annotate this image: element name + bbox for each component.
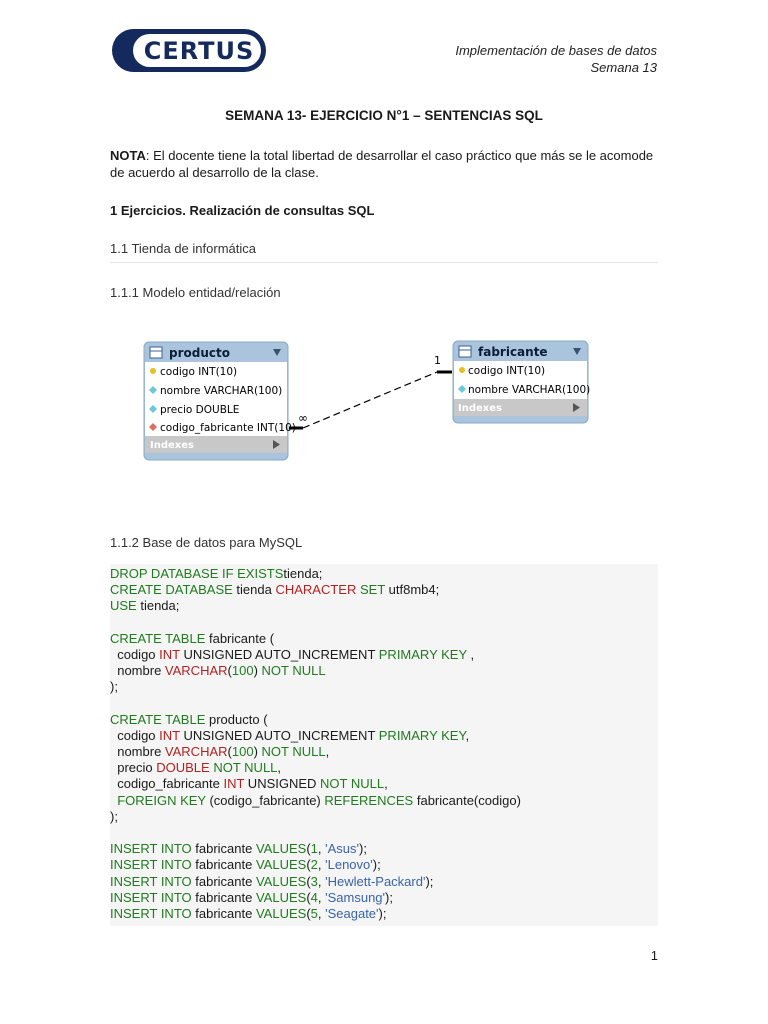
code-token: INT — [159, 646, 180, 662]
code-token: INSERT INTO — [110, 873, 192, 889]
code-line — [110, 874, 658, 890]
code-token: fabricante — [191, 889, 256, 905]
code-token: fabricante — [191, 857, 256, 873]
code-token: NOT NULL — [320, 776, 385, 792]
code-line — [110, 728, 658, 744]
code-token: VALUES — [255, 889, 307, 905]
code-token: VALUES — [255, 857, 307, 873]
code-line — [110, 744, 658, 760]
code-token: REFERENCES — [324, 792, 414, 808]
code-line — [110, 890, 658, 906]
key-icon — [459, 367, 465, 373]
code-line — [110, 663, 658, 679]
code-token: 4 — [310, 889, 318, 905]
table-producto — [144, 342, 296, 460]
code-token: 'Samsung' — [325, 889, 386, 905]
producto-title: producto — [169, 346, 230, 360]
code-line — [110, 647, 658, 663]
producto-field: codigo_fabricante INT(10) — [160, 422, 296, 434]
code-token: VALUES — [255, 905, 307, 921]
producto-indexes: Indexes — [150, 440, 194, 451]
note-text: : El docente tiene la total libertad de desarrollar el caso práctico que más se le acomode de acuerdo al desarrollo de la clase. — [110, 148, 654, 180]
code-line — [110, 712, 658, 728]
code-token: UNSIGNED AUTO_INCREMENT — [179, 727, 379, 743]
code-token: , — [317, 841, 326, 857]
code-token: ( — [227, 744, 232, 760]
note-label: NOTA — [110, 148, 146, 163]
code-token: ); — [385, 889, 393, 905]
code-token: nombre — [110, 663, 165, 679]
code-token: ( — [306, 857, 311, 873]
code-token: 3 — [310, 873, 318, 889]
code-token: , — [317, 905, 326, 921]
code-token: USE — [110, 598, 137, 614]
code-line — [110, 776, 658, 792]
code-token: (codigo_fabricante) — [205, 792, 325, 808]
code-token: CREATE TABLE — [110, 711, 206, 727]
heading-ejercicios: 1 Ejercicios. Realización de consultas SQL — [110, 203, 375, 218]
code-line — [110, 631, 658, 647]
producto-field: codigo INT(10) — [160, 366, 238, 378]
code-token: 100 — [231, 663, 254, 679]
header-course: Implementación de bases de datos — [455, 43, 657, 58]
relationship-line — [289, 354, 452, 428]
code-token: , — [325, 744, 330, 760]
code-token: 'Hewlett-Packard' — [325, 873, 426, 889]
code-token: 'Seagate' — [325, 905, 379, 921]
code-token: NOT NULL — [261, 663, 326, 679]
code-token: CREATE DATABASE — [110, 582, 233, 598]
code-token: fabricante — [191, 873, 256, 889]
code-token: , — [384, 776, 388, 792]
producto-field: precio DOUBLE — [160, 404, 240, 416]
code-token: codigo — [110, 646, 160, 662]
code-line — [110, 615, 658, 631]
code-token: ( — [306, 889, 311, 905]
code-token: PRIMARY KEY — [378, 727, 466, 743]
code-token: CHARACTER — [275, 582, 357, 598]
code-token: 1 — [310, 841, 318, 857]
code-line — [110, 696, 658, 712]
fabricante-indexes: Indexes — [458, 403, 502, 414]
code-token: ( — [227, 663, 232, 679]
code-token: 5 — [310, 905, 318, 921]
code-token: nombre — [110, 744, 165, 760]
code-token: fabricante ( — [205, 630, 275, 646]
code-token: ) — [253, 744, 262, 760]
code-token: fabricante — [191, 905, 256, 921]
code-token: UNSIGNED — [244, 776, 321, 792]
code-token: tienda; — [283, 566, 323, 581]
code-token: 'Asus' — [325, 841, 359, 857]
code-token: precio — [110, 760, 157, 776]
code-token: fabricante — [191, 841, 256, 857]
code-token: tienda; — [136, 598, 180, 614]
code-token: ); — [372, 857, 381, 873]
code-token: tienda — [232, 582, 276, 598]
code-line — [110, 566, 658, 582]
code-token: utf8mb4; — [385, 582, 440, 598]
fabricante-field: codigo INT(10) — [468, 365, 546, 377]
code-line — [110, 582, 658, 598]
code-token: VARCHAR — [164, 663, 228, 679]
code-line — [110, 857, 658, 873]
heading-tienda: 1.1 Tienda de informática — [110, 241, 256, 256]
code-token: NOT NULL — [261, 744, 326, 760]
code-token: ) — [253, 663, 262, 679]
code-token: FOREIGN KEY — [117, 792, 206, 808]
code-line — [110, 679, 658, 695]
code-line — [110, 825, 658, 841]
code-line — [110, 809, 658, 825]
code-token: producto ( — [205, 711, 268, 727]
code-token: 2 — [310, 857, 318, 873]
sql-code-block — [110, 564, 658, 926]
code-token: CREATE TABLE — [110, 630, 206, 646]
code-token: ); — [425, 873, 434, 889]
code-token: 'Lenovo' — [325, 857, 373, 873]
code-line — [110, 793, 658, 809]
code-token: ( — [306, 841, 311, 857]
code-token: INT — [159, 727, 180, 743]
logo-text: CERTUS — [143, 37, 255, 65]
code-token: VALUES — [255, 873, 307, 889]
code-token: , — [277, 760, 282, 776]
producto-field: nombre VARCHAR(100) — [160, 385, 283, 397]
heading-mysql: 1.1.2 Base de datos para MySQL — [110, 535, 303, 550]
code-token: ( — [306, 905, 311, 921]
code-token: 100 — [231, 744, 254, 760]
code-token: ); — [110, 679, 118, 695]
fabricante-title: fabricante — [478, 345, 548, 359]
code-token: UNSIGNED AUTO_INCREMENT — [179, 646, 379, 662]
code-token: , — [317, 857, 326, 873]
cardinality-many: ∞ — [298, 411, 308, 425]
code-token: , — [466, 646, 475, 662]
code-token: INSERT INTO — [110, 905, 192, 921]
code-token: INSERT INTO — [110, 857, 192, 873]
code-token: DROP DATABASE IF EXISTS — [110, 566, 284, 581]
code-token: DOUBLE — [156, 760, 210, 776]
code-token: INSERT INTO — [110, 841, 192, 857]
code-line — [110, 598, 658, 614]
code-token: , — [317, 873, 326, 889]
code-token: , — [465, 727, 470, 743]
heading-modelo: 1.1.1 Modelo entidad/relación — [110, 285, 281, 300]
page-title: SEMANA 13- EJERCICIO N°1 – SENTENCIAS SQL — [225, 108, 543, 123]
fabricante-field: nombre VARCHAR(100) — [468, 384, 591, 396]
code-token: SET — [360, 582, 386, 598]
code-token: INT — [223, 776, 245, 792]
code-token: ); — [378, 905, 387, 921]
page-number: 1 — [650, 948, 658, 963]
code-token: INSERT INTO — [110, 889, 192, 905]
code-line — [110, 906, 658, 922]
header-week: Semana 13 — [590, 60, 657, 75]
code-token: VALUES — [255, 841, 307, 857]
code-token: fabricante(codigo) — [413, 792, 521, 808]
code-line — [110, 760, 658, 776]
code-line — [110, 841, 658, 857]
code-token: NOT NULL — [213, 760, 278, 776]
code-token: ); — [110, 808, 118, 824]
code-token: , — [317, 889, 326, 905]
code-token: PRIMARY KEY — [378, 646, 467, 662]
code-token: ( — [306, 873, 311, 889]
cardinality-one: 1 — [434, 354, 441, 367]
code-token: VARCHAR — [164, 744, 228, 760]
key-icon — [150, 368, 156, 374]
table-fabricante — [453, 341, 590, 423]
code-token: codigo — [110, 727, 160, 743]
code-token: codigo_fabricante — [110, 776, 224, 792]
code-token: ); — [359, 841, 367, 857]
